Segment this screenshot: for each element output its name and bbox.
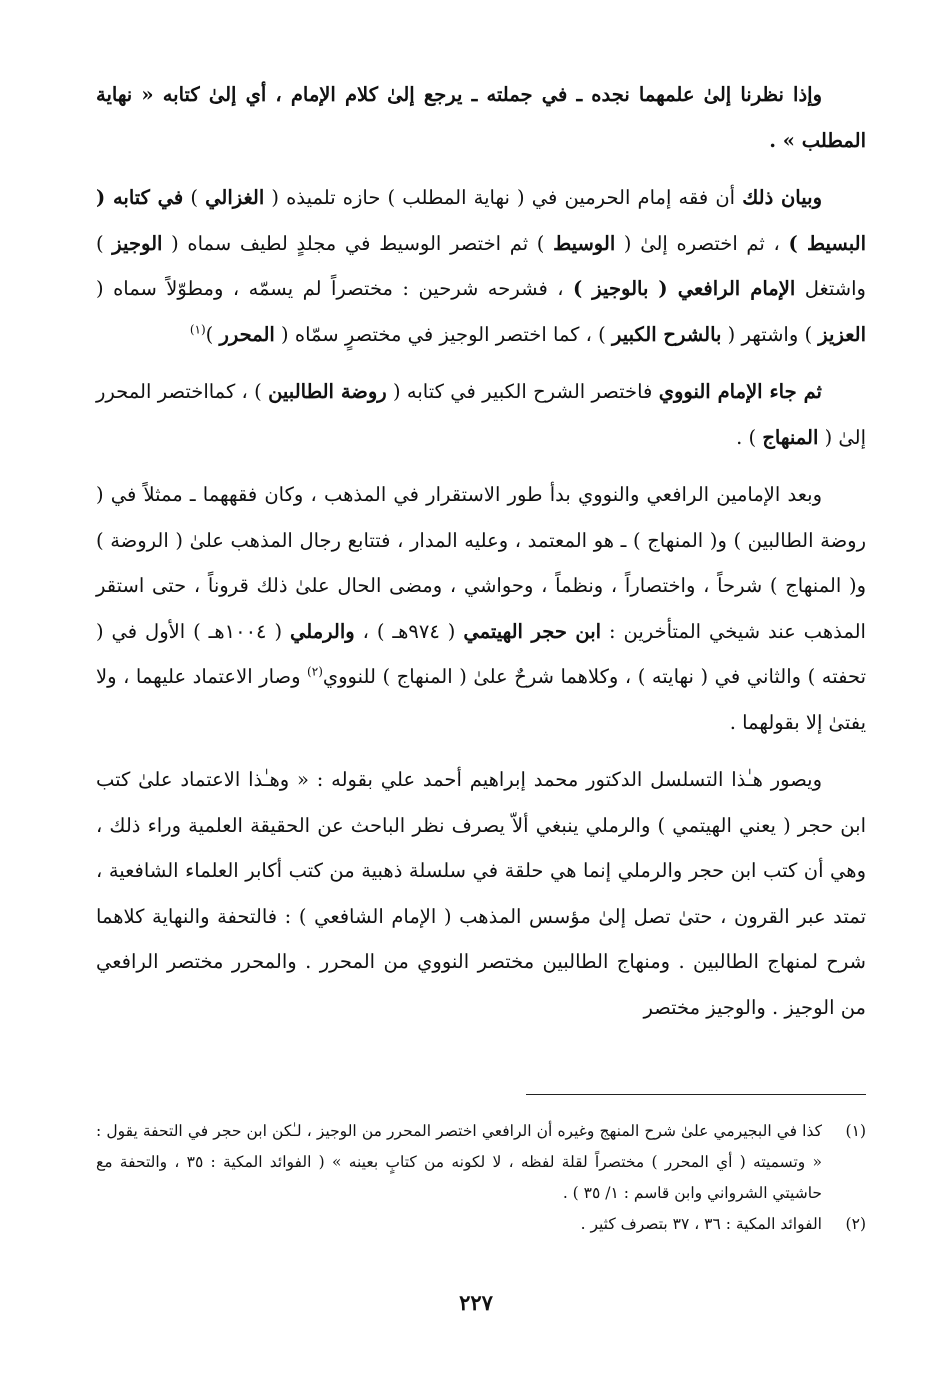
text-run: ( ٩٧٤هـ ) ، bbox=[354, 619, 464, 643]
paragraph-indent bbox=[822, 380, 866, 403]
paragraph bbox=[96, 472, 866, 745]
paragraph bbox=[96, 757, 866, 1030]
bold-text: المحرر bbox=[219, 322, 275, 346]
text-run: أن فقه إمام الحرمين في ( نهاية المطلب ) حازه تلميذه ( bbox=[264, 186, 743, 209]
text-run: ) ، كمااختصر المحرر إلىٰ ( bbox=[96, 380, 866, 449]
bold-text: العزيز bbox=[818, 322, 866, 346]
text-run: وبعد الإمامين الرافعي والنووي بدأ طور الاستقرار في المذهب ، وكان فقههما ـ ممثلاً في ( روضة الطالبين ) و( المنهاج ) ـ هو المعتمد ، وعليه المدار ، فتتابع رجال المذهب علىٰ ( الروضة ) و( المنهاج ) شرحاً ، واختصاراً ، ونظماً ، وحواشي ، ومضى الحال علىٰ ذلك قروناً ، حتى استقر المذهب عند شيخي المتأخرين : bbox=[96, 483, 866, 643]
text-run: ) ثم اختصر الوسيط في مجلدٍ لطيف سماه ( bbox=[162, 231, 554, 255]
footnote-text: الفوائد المكية : ٣٦ ، ٣٧ بتصرف كثير . bbox=[580, 1215, 822, 1233]
footnote-number: (١) bbox=[845, 1122, 866, 1140]
text-run: ) واشتغل bbox=[96, 231, 866, 300]
footnote-text: كذا في البجيرمي علىٰ شرح المنهج وغيره أن الرافعي اختصر المحرر من الوجيز ، لـٰكن ابن حجر في التحفة يقول : « وتسميته ( أي المحرر ) مختصراً لقلة لفظه ، لا لكونه من كتابٍ بعينه » ( الفوائد المكية : ٣٥ ، والتحفة مع حاشيتي الشرواني وابن قاسم : ١/ ٣٥ ) . bbox=[96, 1122, 822, 1202]
bold-text: في كتابه ( البسيط ) bbox=[96, 186, 866, 255]
text-run: وصار الاعتماد عليهما ، ولا يفتىٰ إلا بقولهما . bbox=[96, 665, 866, 734]
text-run: ) واشتهر ( bbox=[721, 322, 819, 346]
footnote bbox=[96, 1209, 866, 1240]
paragraph-indent bbox=[822, 83, 866, 106]
text-run: ) . bbox=[736, 425, 763, 449]
bold-text: ابن حجر الهيتمي bbox=[463, 619, 602, 643]
paragraph bbox=[96, 369, 866, 460]
bold-text: الوسيط bbox=[553, 231, 616, 255]
bold-text: الغزالي bbox=[205, 186, 265, 209]
bold-text: وبيان ذلك bbox=[742, 186, 822, 209]
bold-text: روضة الطالبين bbox=[268, 380, 387, 403]
body-text bbox=[96, 72, 866, 1030]
paragraph bbox=[96, 72, 866, 163]
text-run: ( ١٠٠٤هـ ) الأول في ( تحفته ) والثاني في ( نهايته ) ، وكلاهما شرحٌ علىٰ ( المنهاج ) للنووي bbox=[96, 619, 866, 688]
bold-text: الإمام الرافعي ( بالوجيز ) bbox=[573, 277, 796, 300]
paragraph-indent bbox=[822, 186, 866, 209]
bold-text: ثم جاء الإمام النووي bbox=[658, 380, 822, 403]
text-run: ، فشرحه شرحين : مختصراً لم يسمّه ، ومطوّلاً سماه ( bbox=[96, 277, 574, 300]
bold-text: وإذا نظرنا إلىٰ علمهما نجده ـ في جملته ـ يرجع إلىٰ كلام الإمام ، أي إلىٰ كتابه « نهاية المطلب » . bbox=[96, 83, 866, 152]
footnotes bbox=[96, 1116, 866, 1240]
text-run: ويصور هـٰذا التسلسل الدكتور محمد إبراهيم أحمد علي بقوله : « وهـٰذا الاعتماد علىٰ كتب ابن حجر ( يعني الهيتمي ) والرملي ينبغي ألاّ يصرف نظر الباحث عن الحقيقة العلمية وراء ذلك ، وهي أن كتب ابن حجر والرملي إنما هي حلقة في سلسلة ذهبية من كتب أكابر العلماء الشافعية ، تمتد عبر القرون ، حتىٰ تصل إلىٰ مؤسس المذهب ( الإمام الشافعي ) : فالتحفة والنهاية كلاهما شرح لمنهاج الطالبين . ومنهاج الطالبين مختصر النووي من المحرر . والمحرر مختصر الرافعي من الوجيز . والوجيز مختصر bbox=[96, 768, 866, 1019]
text-run: فاختصر الشرح الكبير في كتابه ( bbox=[386, 380, 659, 403]
bold-text: والرملي bbox=[290, 619, 355, 643]
text-run: ) ، كما اختصر الوجيز في مختصرٍ سمّاه ( bbox=[274, 322, 612, 346]
footnote-number: (٢) bbox=[845, 1215, 866, 1233]
text-run: ) bbox=[183, 186, 206, 209]
bold-text: بالشرح الكبير bbox=[611, 322, 722, 346]
paragraph-indent bbox=[822, 483, 866, 506]
page-number: ٢٢٧ bbox=[459, 1290, 493, 1315]
footnote-marker: (٢) bbox=[307, 664, 323, 679]
paragraph bbox=[96, 175, 866, 357]
footnote bbox=[96, 1116, 866, 1209]
text-run: ) bbox=[205, 322, 220, 346]
bold-text: المنهاج bbox=[762, 425, 819, 449]
paragraph-indent bbox=[822, 768, 866, 791]
text-run: ، ثم اختصره إلىٰ ( bbox=[615, 231, 789, 255]
bold-text: الوجيز bbox=[112, 231, 163, 255]
footnote-marker: (١) bbox=[189, 322, 206, 336]
footnote-separator bbox=[526, 1094, 866, 1095]
